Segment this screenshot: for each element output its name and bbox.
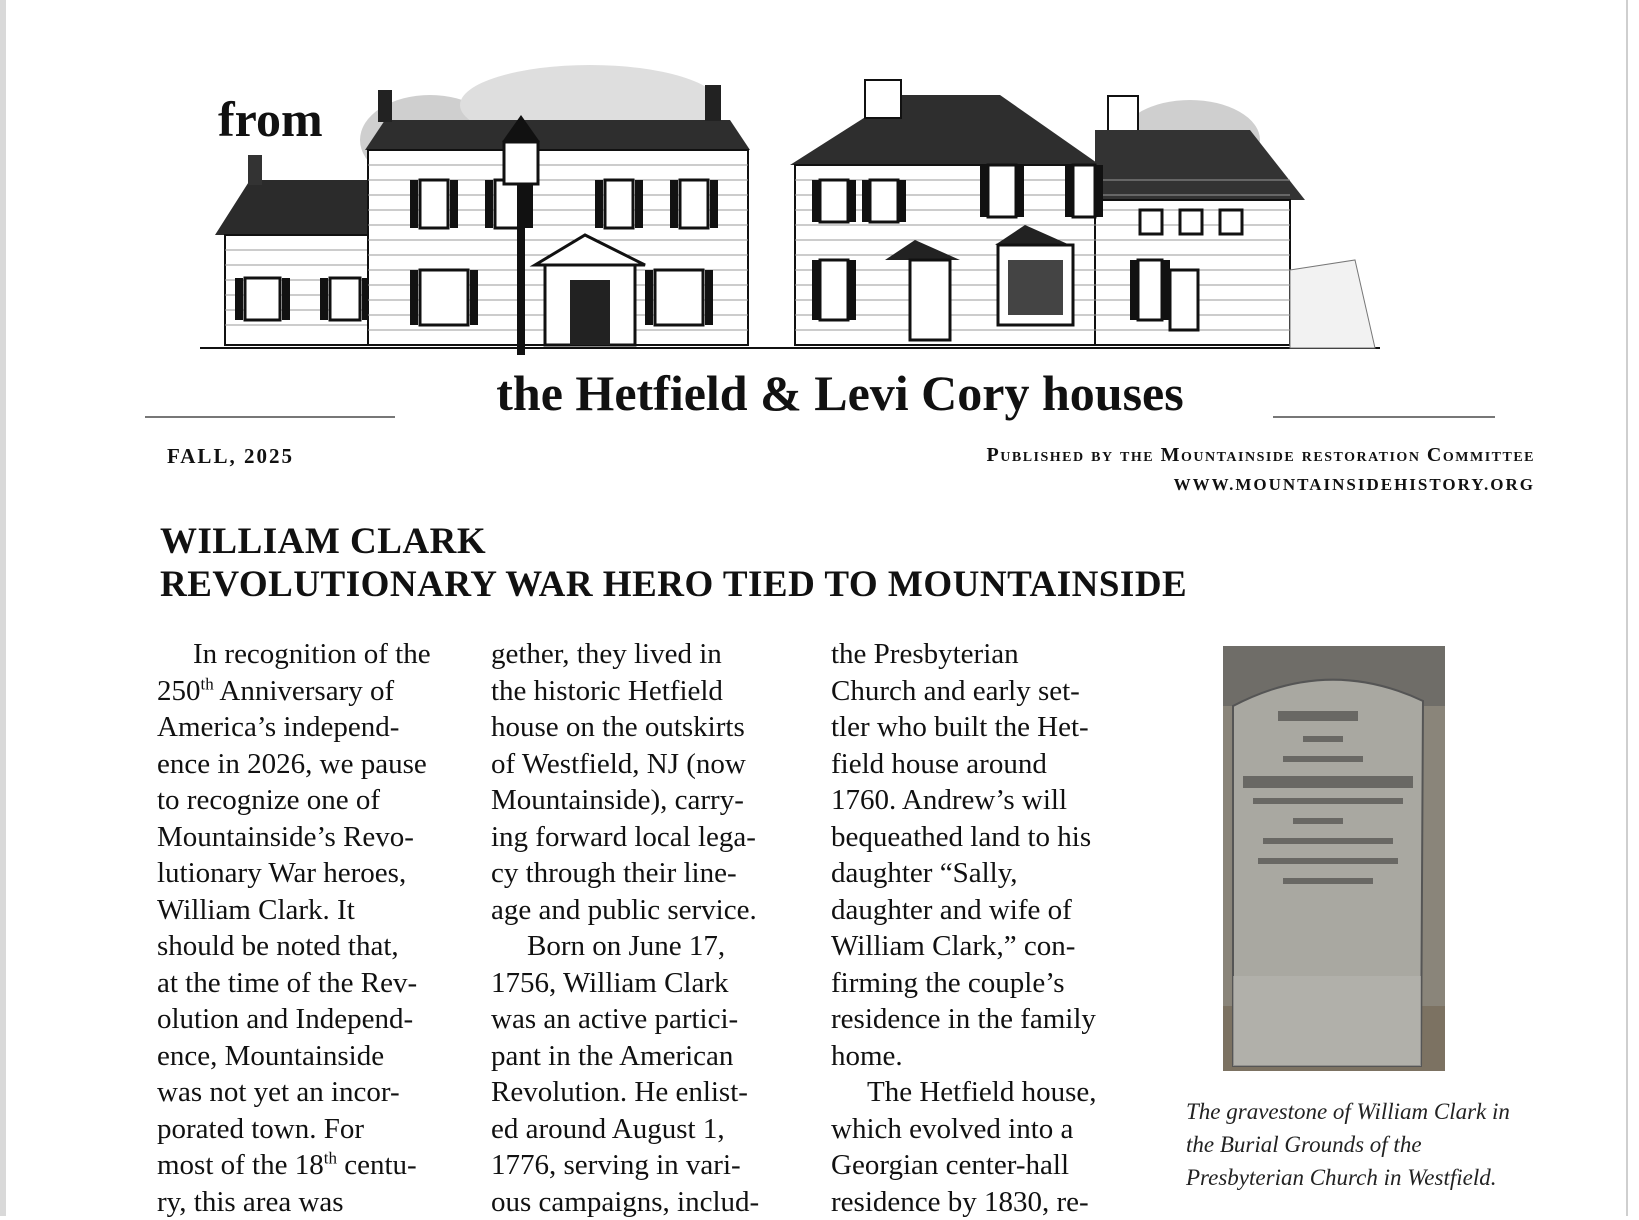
text-line: olution and Independ-: [157, 1001, 431, 1038]
text-line: which evolved into a: [831, 1111, 1097, 1148]
text-line: Revolution. He enlist-: [491, 1074, 759, 1111]
text-line: pant in the American: [491, 1038, 759, 1075]
text-line: [157, 1147, 431, 1184]
text-line: In recognition of the: [157, 636, 431, 673]
text-line: at the time of the Rev-: [157, 965, 431, 1002]
article-column-2: [491, 636, 759, 1220]
text-line: was not yet an incor-: [157, 1074, 431, 1111]
text-line: home.: [831, 1038, 1097, 1075]
text-line: 1776, serving in vari-: [491, 1147, 759, 1184]
text-line: daughter and wife of: [831, 892, 1097, 929]
text-line: Born on June 17,: [491, 928, 759, 965]
text-line: America’s independ-: [157, 709, 431, 746]
text-line: The Hetfield house,: [831, 1074, 1097, 1111]
page-right-edge: [1626, 0, 1628, 1216]
page-left-edge: [0, 0, 6, 1216]
text-line: porated town. For: [157, 1111, 431, 1148]
text-line: daughter “Sally,: [831, 855, 1097, 892]
text-line: bequeathed land to his: [831, 819, 1097, 856]
text-line: residence by 1830, re-: [831, 1184, 1097, 1220]
headline-line-2: REVOLUTIONARY WAR HERO TIED TO MOUNTAINSIDE: [160, 563, 1187, 606]
title-rule-right: [1273, 416, 1495, 418]
ordinal-suffix: th: [324, 1148, 337, 1167]
houses-illustration: [140, 30, 1540, 360]
text-line: William Clark,” con-: [831, 928, 1097, 965]
article-column-3: [831, 636, 1097, 1220]
publisher-block: [987, 440, 1535, 500]
text-line: residence in the family: [831, 1001, 1097, 1038]
publisher-line: Published by the Mountainside restoration Committee: [987, 440, 1535, 470]
anniversary-number: 250: [157, 675, 201, 707]
text-line: Mountainside), carry-: [491, 782, 759, 819]
text-fragment: most of the 18: [157, 1149, 324, 1181]
text-line: [157, 673, 431, 710]
gravestone-image: [1223, 646, 1445, 1071]
article-column-1: [157, 636, 431, 1220]
text-line: the Presbyterian: [831, 636, 1097, 673]
text-line: to recognize one of: [157, 782, 431, 819]
text-line: William Clark. It: [157, 892, 431, 929]
text-line: should be noted that,: [157, 928, 431, 965]
ordinal-suffix: th: [201, 674, 214, 693]
photo-caption: The gravestone of William Clark in the Burial Grounds of the Presbyterian Church in Westfield.: [1186, 1095, 1526, 1194]
text-line: ing forward local lega-: [491, 819, 759, 856]
text-line: ence, Mountainside: [157, 1038, 431, 1075]
gravestone-photo: [1223, 646, 1445, 1071]
text-line: was an active partici-: [491, 1001, 759, 1038]
text-line: ence in 2026, we pause: [157, 746, 431, 783]
masthead: [140, 30, 1540, 500]
text-line: Mountainside’s Revo-: [157, 819, 431, 856]
text-line: firming the couple’s: [831, 965, 1097, 1002]
text-line: 1756, William Clark: [491, 965, 759, 1002]
headline-line-1: WILLIAM CLARK: [160, 520, 1187, 563]
text-line: house on the outskirts: [491, 709, 759, 746]
issue-date: FALL, 2025: [167, 444, 294, 469]
text-line: lutionary War heroes,: [157, 855, 431, 892]
text-line: field house around: [831, 746, 1097, 783]
text-fragment: centu-: [344, 1149, 416, 1181]
text-line: tler who built the Het-: [831, 709, 1097, 746]
article-headline: [160, 520, 1187, 606]
text-line: ry, this area was: [157, 1184, 431, 1220]
text-line: ed around August 1,: [491, 1111, 759, 1148]
website-link[interactable]: WWW.MOUNTAINSIDEHISTORY.ORG: [987, 470, 1535, 500]
text-line: the historic Hetfield: [491, 673, 759, 710]
text-line: ous campaigns, includ-: [491, 1184, 759, 1220]
text-line: age and public service.: [491, 892, 759, 929]
text-line: Church and early set-: [831, 673, 1097, 710]
text-line: Georgian center-hall: [831, 1147, 1097, 1184]
text-line: of Westfield, NJ (now: [491, 746, 759, 783]
text-line: gether, they lived in: [491, 636, 759, 673]
text-line: 1760. Andrew’s will: [831, 782, 1097, 819]
text-fragment: Anniversary of: [219, 675, 394, 707]
text-line: cy through their line-: [491, 855, 759, 892]
newsletter-title: the Hetfield & Levi Cory houses: [140, 364, 1540, 422]
from-word: from: [218, 90, 323, 148]
